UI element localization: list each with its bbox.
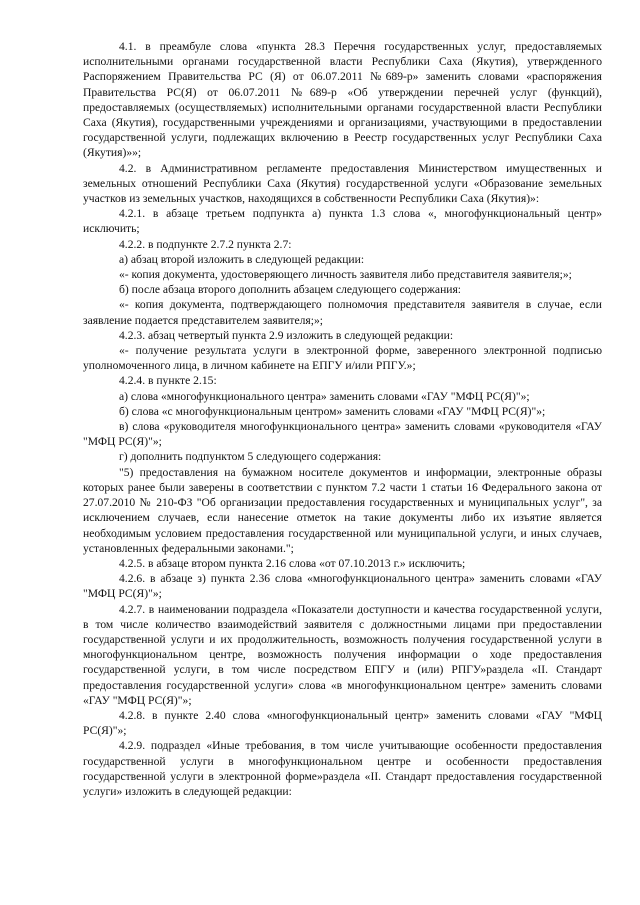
paragraph: 4.2.6. в абзаце з) пункта 2.36 слова «многофункционального центра» заменить словами «ГАУ "МФЦ РС(Я)"»; [83,572,602,601]
paragraph: 4.2.2. в подпункте 2.7.2 пункта 2.7: [119,237,292,251]
paragraph: 4.2.8. в пункте 2.40 слова «многофункциональный центр» заменить словами «ГАУ "МФЦ РС(Я)"»; [83,708,602,738]
paragraph: 4.2. в Административном регламенте предоставления Министерством имущественных и земельных отношений Республики Саха (Якутия) государственной услуги «Образование земельных участков из земельных участков, находящихся в собственности Республики Саха (Якутия)»: [83,161,602,206]
paragraph: 4.2.3. абзац четвертый пункта 2.9 изложить в следующей редакции: [119,328,454,342]
paragraph: а) абзац второй изложить в следующей редакции: [119,252,365,266]
paragraph: б) слова «с многофункциональным центром» заменить словами «ГАУ "МФЦ РС(Я)"»; [119,404,546,418]
paragraph: в) слова «руководителя многофункционального центра» заменить словами «руководителя «ГАУ "МФЦ РС(Я)"»; [83,420,602,449]
paragraph: г) дополнить подпунктом 5 следующего содержания: [119,450,382,464]
paragraph: 4.2.5. в абзаце втором пункта 2.16 слова «от 07.10.2013 г.» исключить; [119,556,466,570]
document-page [83,39,602,799]
paragraph: 4.2.1. в абзаце третьем подпункта а) пункта 1.3 слова «, многофункциональный центр» исключить; [83,207,602,236]
paragraph: 4.2.7. в наименовании подраздела «Показатели доступности и качества государственной услуги, в том числе количество взаимодействий заявителя с должностными лицами при предоставлении государственной услуги и их продолжительность, возможность получения государственной услуги в многофункциональном центре, возможность получения информации о ходе предоставления государственной услуги, в том числе посредством ЕПГУ и (или) РПГУ»раздела «II. Стандарт предоставления государственной услуги» слова «в многофункциональном центре» заменить словами «ГАУ "МФЦ РС(Я)"»; [83,602,602,707]
paragraph: а) слова «многофункционального центра» заменить словами «ГАУ "МФЦ РС(Я)"»; [119,389,530,403]
paragraph: «- копия документа, подтверждающего полномочия представителя заявителя в случае, если заявление подается представителем заявителя;»; [83,298,602,327]
paragraph: «- копия документа, удостоверяющего личность заявителя либо представителя заявителя;»; [119,268,572,282]
paragraph: «- получение результата услуги в электронной форме, заверенного электронной подписью уполномоченного лица, в личном кабинете на ЕПГУ и/или РПГУ.»; [83,344,602,373]
paragraph: 4.2.9. подраздел «Иные требования, в том числе учитывающие особенности предоставления государственной услуги в многофункциональном центре и особенности предоставления государственной услуги в электронной форме»раздела «II. Стандарт предоставления государственной услуги» изложить в следующей редакции: [83,739,602,798]
paragraph: 4.1. в преамбуле слова «пункта 28.3 Перечня государственных услуг, предоставляемых исполнительными органами государственной власти Республики Саха (Якутия), утвержденного Распоряжением Правительства РС (Я) от 06.07.2011 №689-р» заменить словами «распоряжения Правительства РС(Я) от 06.07.2011 №689-р «Об утверждении перечней услуг (функций), предоставляемых (осуществляемых) исполнительными органами государственной власти Республики Саха (Якутия), государственными учреждениями и организациями, участвующими в предоставлении государственной услуги, подлежащих включению в Реестр государственных услуг Республики Саха (Якутия)»»; [83,40,602,160]
paragraph: б) после абзаца второго дополнить абзацем следующего содержания: [119,283,462,297]
paragraph: "5) предоставления на бумажном носителе документов и информации, электронные образы которых ранее были заверены в соответствии с пунктом 7.2 части 1 статьи 16 Федерального закона от 27.07.2010 № 210-ФЗ "Об организации предоставления государственных и муниципальных услуг", за исключением случаев, если нанесение отметок на такие документы либо их изъятие является необходимым условием предоставления государственной или муниципальной услуги, и иных случаев, установленных федеральными законами."; [83,465,602,555]
paragraph: 4.2.4. в пункте 2.15: [119,374,217,388]
